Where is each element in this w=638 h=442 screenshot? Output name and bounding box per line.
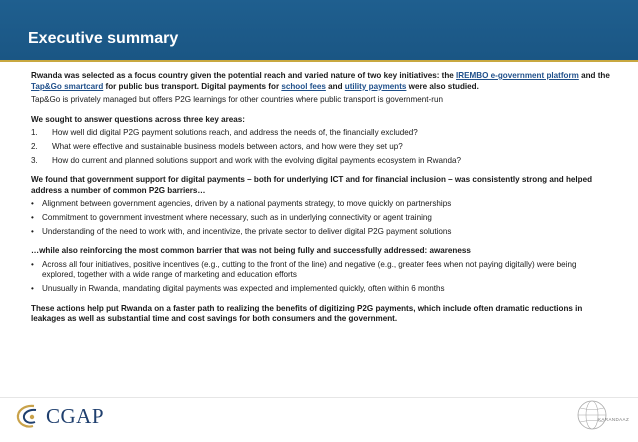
intro-text-b: and the [578, 71, 610, 80]
awareness-heading: …while also reinforcing the most common barrier that was not being fully and successfully addressed: awareness [31, 246, 471, 256]
awareness-bullet [31, 284, 611, 295]
bullet-text: Unusually in Rwanda, mandating digital payments was expected and implemented quickly, often within 6 months [42, 283, 445, 293]
summary-body [31, 71, 611, 325]
question-item [31, 142, 611, 153]
bullet-glyph: • [31, 226, 34, 236]
intro-text-e: were also studied. [406, 81, 479, 91]
bullet-glyph: • [31, 212, 34, 222]
bullet-glyph: • [31, 199, 34, 209]
conclusion: These actions help put Rwanda on a faster path to realizing the benefits of digitizing P2G payments, which include often dramatic reductions in leakages as well as substantial time and cost savings for both consumers and the government. [31, 303, 583, 324]
header-accent-rule [0, 60, 638, 62]
cgap-mark-icon [14, 403, 44, 429]
cgap-logo-text: CGAP [46, 403, 105, 428]
tapgo-note: Tap&Go is privately managed but offers P2G learnings for other countries where public transport is government-run [31, 95, 443, 105]
bullet-glyph: • [31, 283, 34, 293]
school-fees-link[interactable]: school fees [281, 81, 326, 91]
bullet-text: Understanding of the need to work with, and incentivize, the private sector to deliver digital P2G payment solutions [42, 226, 452, 236]
question-text: What were effective and sustainable business models between actors, and how were they set up? [52, 141, 403, 151]
footer-divider [0, 397, 638, 398]
intro-text-a: Rwanda was selected as a focus country given the potential reach and varied nature of two key initiatives: the [31, 71, 457, 80]
question-text: How do current and planned solutions support and work with the evolving digital payments ecosystem in Rwanda? [52, 155, 461, 165]
question-item [31, 128, 611, 139]
utility-payments-link[interactable]: utility payments [344, 81, 407, 91]
irembo-link[interactable]: IREMBO e-government platform [456, 71, 579, 80]
findings-bullet [31, 213, 611, 224]
findings-heading: We found that government support for digital payments – both for underlying ICT and for financial inclusion – was consistently strong and helped address a number of common P2G barriers… [31, 175, 593, 195]
bullet-text: Alignment between government agencies, driven by a national payments strategy, to move quickly on partnerships [42, 199, 452, 209]
intro-text-c: for public bus transport. Digital payments for [103, 81, 282, 91]
tapgo-link[interactable]: Tap&Go smartcard [31, 81, 104, 91]
partner-logo-text: KARANDAAZ [598, 417, 630, 422]
cgap-logo [14, 403, 104, 429]
questions-heading: We sought to answer questions across three key areas: [31, 114, 245, 124]
findings-bullet [31, 227, 611, 238]
header-bar [0, 0, 638, 60]
intro-text-d: and [325, 81, 345, 91]
partner-globe-icon [570, 398, 630, 434]
question-number: 2. [31, 141, 38, 151]
question-item [31, 156, 611, 167]
bullet-text: Across all four initiatives, positive incentives (e.g., cutting to the front of the line) and negative (e.g., greater fees when not paying digitally) were being explored, together with a wide range of marketing and education efforts [42, 259, 577, 280]
question-number: 3. [31, 155, 38, 165]
bullet-text: Commitment to government investment where necessary, such as in underlying connectivity or agent training [42, 212, 432, 222]
page-title: Executive summary [28, 30, 179, 47]
awareness-bullet [31, 260, 611, 281]
intro-paragraph [31, 71, 611, 92]
findings-bullet [31, 199, 611, 210]
question-text: How well did digital P2G payment solutions reach, and address the needs of, the financially excluded? [52, 128, 418, 138]
question-number: 1. [31, 128, 38, 138]
bullet-glyph: • [31, 259, 34, 269]
